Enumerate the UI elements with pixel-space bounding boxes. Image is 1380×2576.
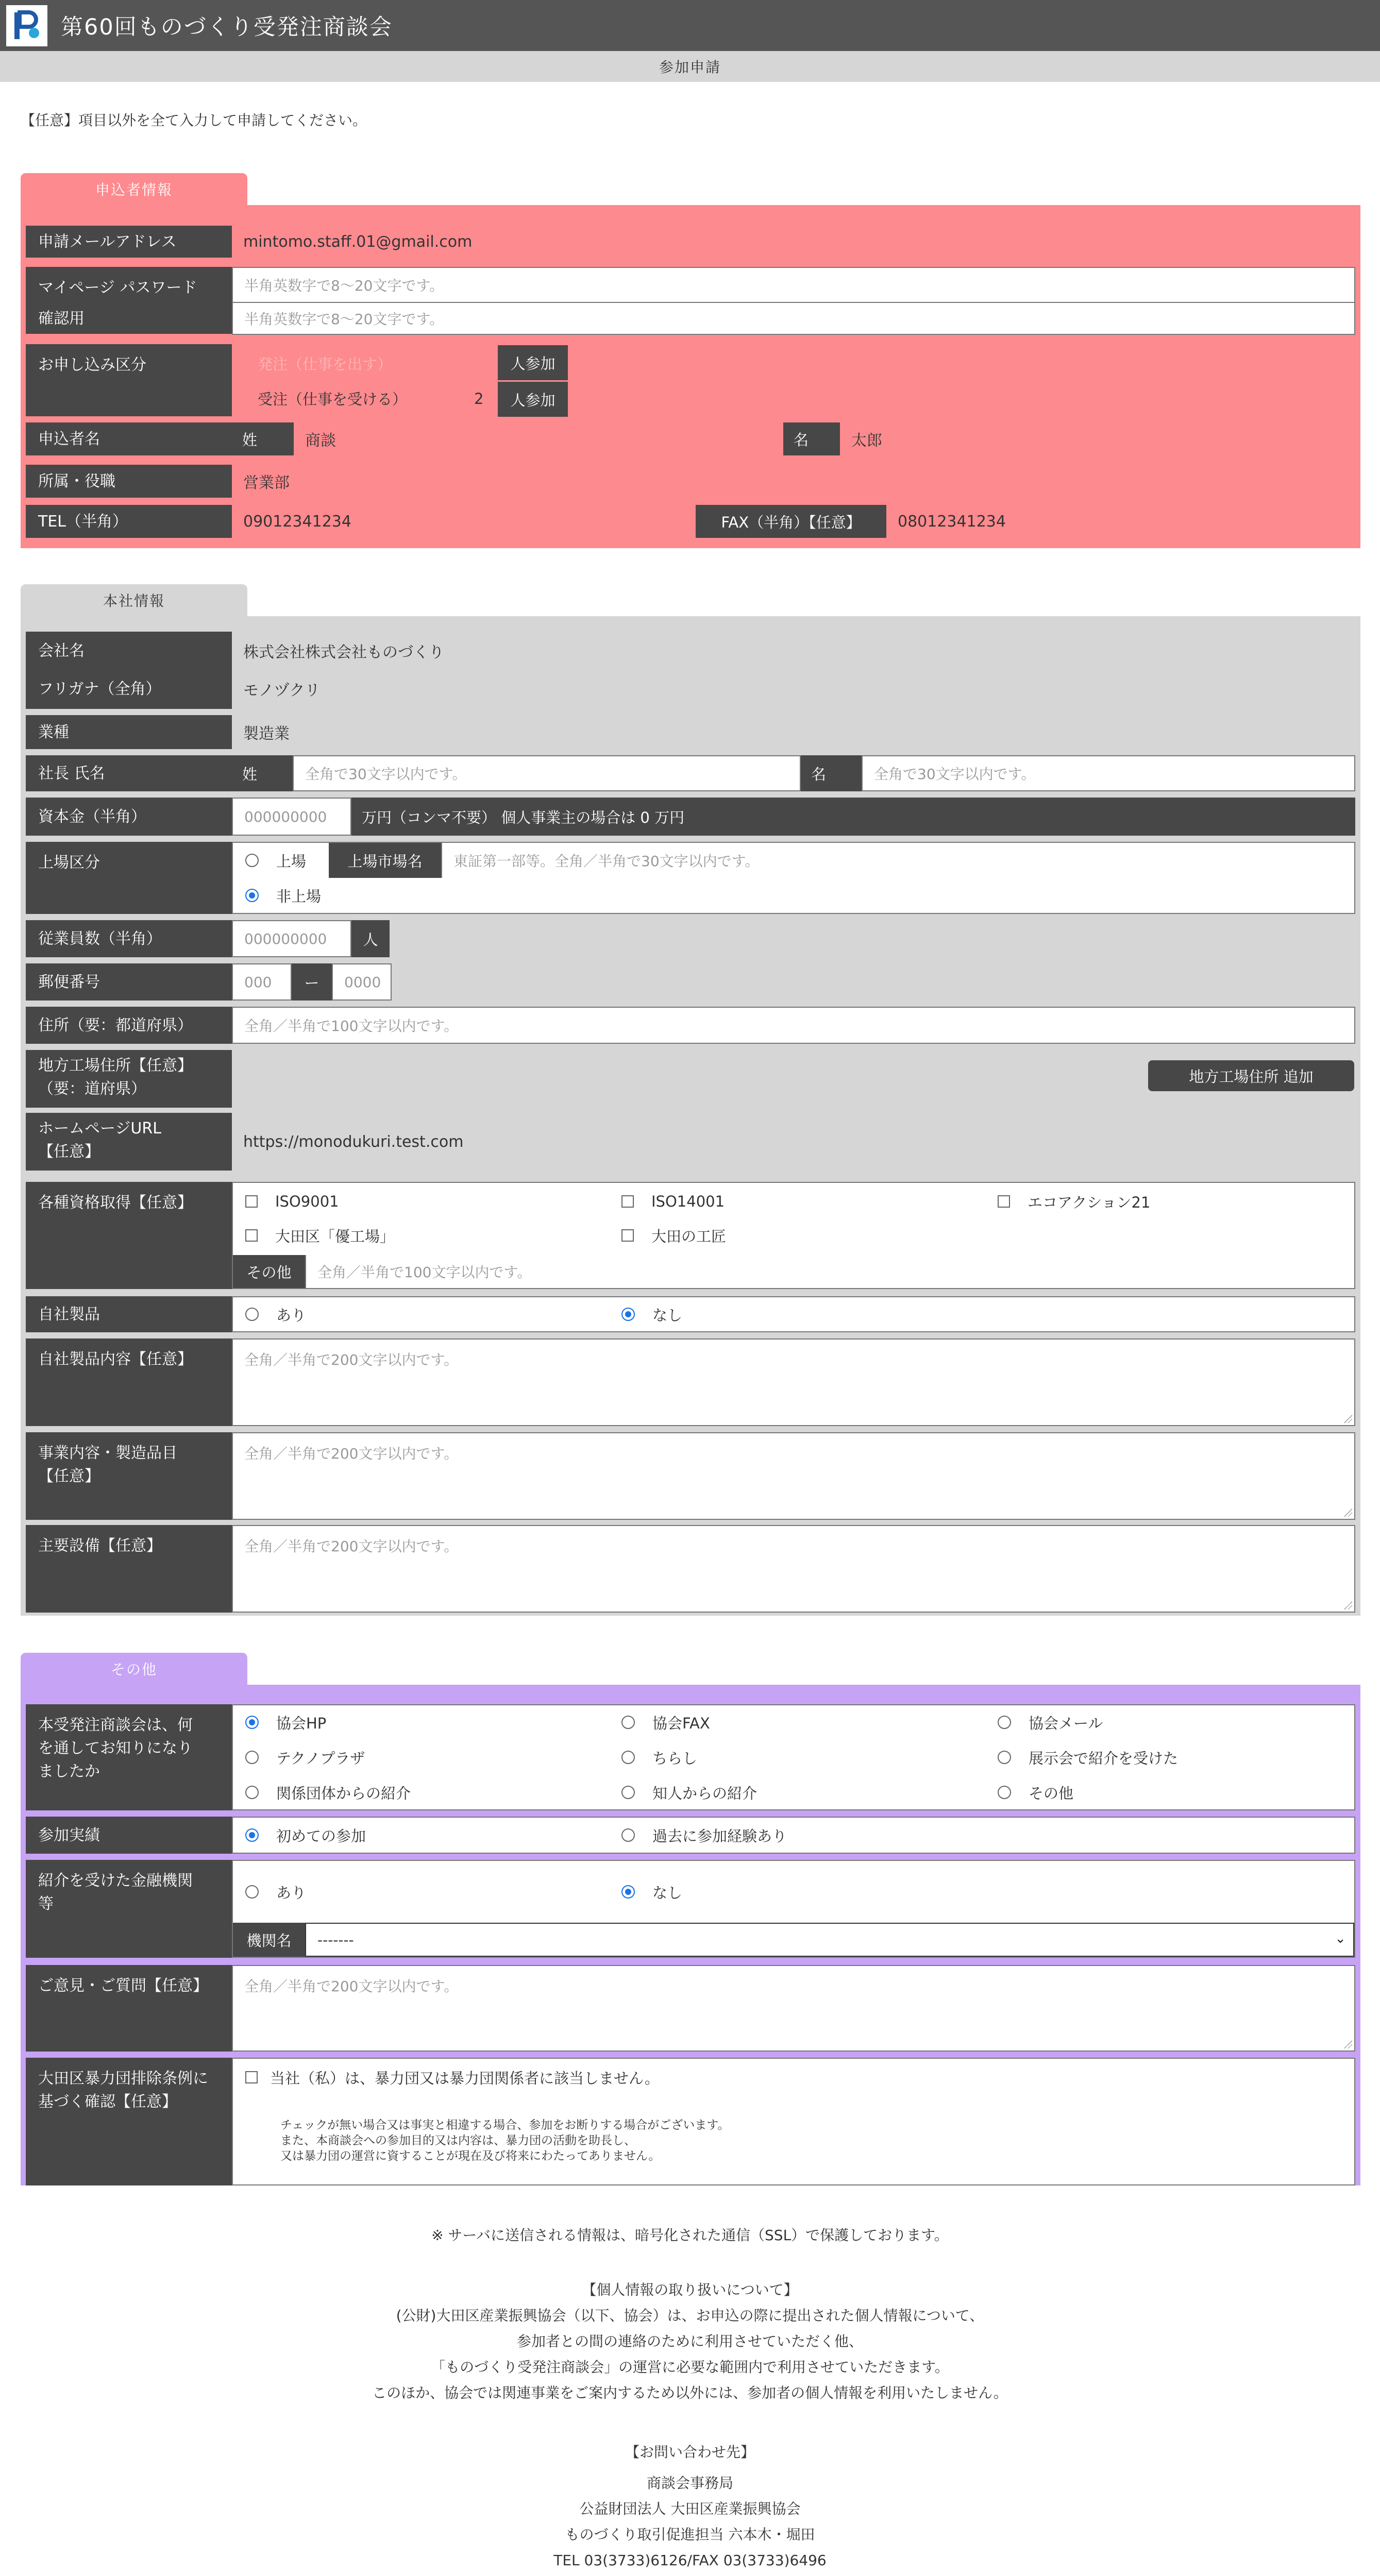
factory-label: 地方工場住所【任意】（要：道府県） xyxy=(26,1050,232,1108)
source-org-label: 関係団体からの紹介 xyxy=(276,1784,411,1802)
company-body xyxy=(21,616,1360,1616)
form-notice: 【任意】項目以外を全て入力して申請してください。 xyxy=(21,112,367,129)
checkbox-icon xyxy=(245,2071,258,2083)
market-label: 上場市場名 xyxy=(329,843,441,878)
resize-grip-icon[interactable] xyxy=(1344,2040,1352,2048)
fax-label: FAX（半角）【任意】 xyxy=(696,505,886,538)
source-techno-label: テクノプラザ xyxy=(276,1749,365,1767)
source-friend[interactable] xyxy=(621,1776,757,1808)
product-detail-label: 自社製品内容【任意】 xyxy=(26,1338,232,1426)
radio-icon xyxy=(998,1716,1011,1729)
source-exhibition-label: 展示会で紹介を受けた xyxy=(1029,1749,1179,1767)
radio-checked-icon xyxy=(245,889,259,902)
tel-value[interactable]: 09012341234 xyxy=(243,512,351,531)
source-flyer[interactable] xyxy=(621,1741,697,1773)
product-detail-textarea[interactable]: 全角／半角で200文字以内です。 xyxy=(232,1338,1355,1426)
contact-line-1: 商談会事務局 xyxy=(646,2475,733,2492)
cert-excellent-factory[interactable] xyxy=(245,1220,395,1251)
ceo-label: 社長 氏名 xyxy=(26,755,232,791)
company-section xyxy=(21,584,1360,1616)
radio-checked-icon xyxy=(621,1308,635,1321)
privacy-line-3: 「ものづくり受発注商談会」の運営に必要な範囲内で利用させていただきます。 xyxy=(431,2359,949,2376)
category-receive-unit: 人参加 xyxy=(498,382,568,417)
radio-icon xyxy=(245,1751,259,1764)
product-box xyxy=(232,1296,1355,1332)
history-box xyxy=(232,1817,1355,1854)
first-name-value[interactable]: 太郎 xyxy=(851,432,882,450)
source-exhibition[interactable] xyxy=(998,1741,1178,1773)
cert-label: 各種資格取得【任意】 xyxy=(26,1182,232,1289)
logo[interactable] xyxy=(6,5,47,46)
bank-select[interactable] xyxy=(305,1923,1354,1957)
antigang-label: 大田区暴力団排除条例に基づく確認【任意】 xyxy=(26,2058,232,2185)
bank-no-label: なし xyxy=(652,1884,683,1902)
product-no-label: なし xyxy=(652,1306,683,1324)
password-label: マイページ パスワード xyxy=(26,267,232,308)
industry-label: 業種 xyxy=(26,715,232,749)
privacy-line-2: 参加者との間の連絡のために利用させていただく他、 xyxy=(516,2333,863,2350)
resize-grip-icon[interactable] xyxy=(1344,1601,1352,1609)
fax-value[interactable]: 08012341234 xyxy=(898,512,1006,531)
kana-label: フリガナ（全角） xyxy=(38,680,161,698)
checkbox-icon xyxy=(245,1195,258,1208)
checkbox-icon xyxy=(621,1229,634,1242)
radio-icon xyxy=(245,1786,259,1799)
privacy-line-1: (公財)大田区産業振興協会（以下、協会）は、お申込の際に提出された個人情報について、 xyxy=(396,2307,984,2324)
zip-label: 郵便番号 xyxy=(26,963,232,1001)
source-techno[interactable] xyxy=(245,1741,365,1773)
cert-iso9001[interactable] xyxy=(245,1186,339,1217)
password-input[interactable]: 半角英数字で8〜20文字です。 xyxy=(232,267,1355,303)
category-receive-count[interactable]: 2 xyxy=(474,389,484,408)
contact-line-2: 公益財団法人 大田区産業振興協会 xyxy=(579,2500,801,2517)
homepage-value[interactable]: https://monodukuri.test.com xyxy=(243,1132,464,1151)
tab-applicant: 申込者情報 xyxy=(21,173,247,205)
bank-no-radio[interactable] xyxy=(621,1876,682,1907)
zip-dash: ー xyxy=(292,963,332,1001)
antigang-notes xyxy=(280,2117,729,2164)
bank-label: 紹介を受けた金融機関等 xyxy=(26,1860,232,1958)
category-label: お申し込み区分 xyxy=(26,344,232,416)
company-name-label: 会社名 xyxy=(38,641,85,660)
bank-select-value: ------- xyxy=(317,1931,354,1948)
ssl-notice: ※ サーバに送信される情報は、暗号化された通信（SSL）で保護しております。 xyxy=(431,2227,949,2244)
radio-icon xyxy=(245,1308,259,1321)
contact-line-5 xyxy=(0,2573,1380,2576)
unlisted-label: 非上場 xyxy=(276,887,322,905)
product-yes-radio[interactable] xyxy=(245,1299,306,1330)
business-label: 事業内容・製造品目【任意】 xyxy=(26,1432,232,1520)
listed-radio[interactable] xyxy=(245,845,306,876)
source-label: 本受発注商談会は、何を通してお知りになりましたか xyxy=(26,1704,232,1810)
source-other-label: その他 xyxy=(1029,1784,1074,1802)
history-past-label: 過去に参加経験あり xyxy=(652,1827,787,1845)
source-fax[interactable] xyxy=(621,1706,710,1738)
privacy-line-4: このほか、協会では関連事業をご案内するため以外には、参加者の個人情報を利用いたしません。 xyxy=(372,2384,1008,2401)
checkbox-icon xyxy=(998,1195,1010,1208)
history-label: 参加実績 xyxy=(26,1817,232,1854)
tab-company: 本社情報 xyxy=(21,584,247,616)
product-no-radio[interactable] xyxy=(621,1299,682,1330)
last-name-label: 姓 xyxy=(232,422,294,455)
zip1-input[interactable]: 000 xyxy=(232,963,292,1001)
dept-value[interactable]: 営業部 xyxy=(243,474,290,492)
product-yes-label: あり xyxy=(276,1306,307,1324)
antigang-check-label: 当社（私）は、暴力団又は暴力団関係者に該当しません。 xyxy=(270,2069,660,2087)
equipment-textarea[interactable]: 全角／半角で200文字以内です。 xyxy=(232,1525,1355,1613)
cert-eco21-label: エコアクション21 xyxy=(1028,1193,1151,1211)
kana-value[interactable]: モノヅクリ xyxy=(243,682,321,700)
opinion-label: ご意見・ご質問【任意】 xyxy=(26,1965,232,2052)
radio-checked-icon xyxy=(245,1828,259,1842)
employees-unit: 人 xyxy=(351,920,390,957)
product-label: 自社製品 xyxy=(26,1296,232,1332)
antigang-note-1: チェックが無い場合又は事実と相違する場合、参加をお断りする場合がございます。 xyxy=(280,2119,730,2132)
applicant-section xyxy=(21,173,1360,548)
cert-excellent-factory-label: 大田区「優工場」 xyxy=(275,1227,395,1245)
cert-iso14001[interactable] xyxy=(621,1186,725,1217)
resize-grip-icon[interactable] xyxy=(1344,1415,1352,1423)
employees-input[interactable]: 000000000 xyxy=(232,920,351,957)
source-flyer-label: ちらし xyxy=(652,1749,698,1767)
capital-note: 万円（コンマ不要） 個人事業主の場合は 0 万円 xyxy=(351,798,1355,836)
contact-line-3: ものづくり取引促進担当 六本木・堀田 xyxy=(565,2526,815,2543)
bank-yes-radio[interactable] xyxy=(245,1876,306,1907)
source-hp[interactable] xyxy=(245,1706,326,1738)
confirm-label: 確認用 xyxy=(26,303,232,334)
unlisted-radio[interactable] xyxy=(245,880,321,911)
antigang-note-2: また、本商談会への参加目的又は内容は、暴力団の活動を助長し、 xyxy=(280,2134,636,2147)
company-name-value[interactable]: 株式会社株式会社ものづくり xyxy=(243,643,444,662)
market-input[interactable]: 東証第一部等。全角／半角で30文字以内です。 xyxy=(441,843,1354,878)
ceo-first-input[interactable]: 全角で30文字以内です。 xyxy=(862,755,1355,791)
business-textarea[interactable]: 全角／半角で200文字以内です。 xyxy=(232,1432,1355,1520)
history-first-label: 初めての参加 xyxy=(276,1827,366,1845)
cert-iso14001-label: ISO14001 xyxy=(651,1193,725,1210)
contact-line-4: TEL 03(3733)6126/FAX 03(3733)6496 xyxy=(553,2552,827,2569)
cert-eco21[interactable] xyxy=(998,1186,1150,1217)
radio-icon xyxy=(621,1786,635,1799)
contact-title: 【お問い合わせ先】 xyxy=(625,2444,755,2461)
source-other[interactable] xyxy=(998,1776,1073,1808)
employees-label: 従業員数（半角） xyxy=(26,920,232,957)
radio-checked-icon xyxy=(621,1885,635,1899)
first-name-label: 名 xyxy=(783,422,840,455)
category-order-unit: 人参加 xyxy=(498,345,568,380)
industry-value[interactable]: 製造業 xyxy=(243,725,290,743)
radio-icon xyxy=(245,1885,259,1899)
privacy-title: 【個人情報の取り扱いについて】 xyxy=(582,2281,798,2298)
ceo-last-label: 姓 xyxy=(232,755,293,791)
listed-label: 上場 xyxy=(276,852,307,870)
ceo-first-label: 名 xyxy=(801,755,862,791)
source-mail[interactable] xyxy=(998,1706,1103,1738)
logo-icon xyxy=(10,9,43,42)
cert-other-input[interactable]: 全角／半角で100文字以内です。 xyxy=(305,1255,1354,1288)
zip2-input[interactable]: 0000 xyxy=(332,963,392,1001)
other-body xyxy=(21,1685,1360,2185)
history-past-radio[interactable] xyxy=(621,1820,787,1851)
radio-icon xyxy=(621,1716,635,1729)
address-input[interactable]: 全角／半角で100文字以内です。 xyxy=(232,1007,1355,1044)
page-title: 第60回ものづくり受発注商談会 xyxy=(61,14,393,40)
source-mail-label: 協会メール xyxy=(1029,1714,1103,1732)
app-header xyxy=(0,0,1380,51)
chevron-down-icon: ⌄ xyxy=(1335,1931,1346,1946)
cert-ota-master[interactable] xyxy=(621,1220,726,1251)
resize-grip-icon[interactable] xyxy=(1344,1509,1352,1517)
source-org[interactable] xyxy=(245,1776,411,1808)
other-section xyxy=(21,1653,1360,2185)
radio-icon xyxy=(998,1751,1011,1764)
opinion-textarea[interactable]: 全角／半角で200文字以内です。 xyxy=(232,1965,1355,2052)
listing-label: 上場区分 xyxy=(26,842,232,914)
radio-icon xyxy=(998,1786,1011,1799)
tab-other: その他 xyxy=(21,1653,247,1685)
add-factory-button[interactable]: 地方工場住所 追加 xyxy=(1148,1060,1354,1091)
source-friend-label: 知人からの紹介 xyxy=(652,1784,758,1802)
history-first-radio[interactable] xyxy=(245,1820,366,1851)
bank-name-label: 機関名 xyxy=(233,1923,305,1957)
source-fax-label: 協会FAX xyxy=(652,1714,710,1732)
last-name-value[interactable]: 商談 xyxy=(305,432,336,450)
radio-icon xyxy=(621,1751,635,1764)
radio-icon xyxy=(621,1828,635,1842)
cert-other-label: その他 xyxy=(233,1255,305,1288)
ceo-last-input[interactable]: 全角で30文字以内です。 xyxy=(293,755,801,791)
capital-input[interactable]: 000000000 xyxy=(232,798,351,836)
homepage-label: ホームページURL【任意】 xyxy=(26,1113,232,1171)
radio-checked-icon xyxy=(245,1716,259,1729)
antigang-checkbox[interactable] xyxy=(245,2063,660,2092)
equipment-label: 主要設備【任意】 xyxy=(26,1525,232,1613)
cert-iso9001-label: ISO9001 xyxy=(275,1193,339,1210)
dept-label: 所属・役職 xyxy=(26,465,232,498)
page-subtitle: 参加申請 xyxy=(0,51,1380,82)
tel-label: TEL（半角） xyxy=(26,505,232,538)
confirm-input[interactable]: 半角英数字で8〜20文字です。 xyxy=(232,302,1355,335)
cert-ota-master-label: 大田の工匠 xyxy=(651,1227,727,1245)
applicant-body xyxy=(21,205,1360,548)
category-receive-label: 受注（仕事を受ける） xyxy=(258,391,408,408)
applicant-name-label: 申込者名 xyxy=(26,422,232,455)
checkbox-icon xyxy=(621,1195,634,1208)
address-label: 住所（要：都道府県） xyxy=(26,1007,232,1044)
bank-yes-label: あり xyxy=(276,1884,307,1902)
checkbox-icon xyxy=(245,1229,258,1242)
email-value: mintomo.staff.01@gmail.com xyxy=(243,232,473,251)
capital-label: 資本金（半角） xyxy=(26,798,232,836)
category-order-label: 発注（仕事を出す） xyxy=(258,355,393,373)
email-label: 申請メールアドレス xyxy=(26,226,232,258)
radio-icon xyxy=(245,854,259,867)
source-hp-label: 協会HP xyxy=(276,1714,327,1732)
antigang-note-3: 又は暴力団の運営に資することが現在及び将来にわたってありません。 xyxy=(280,2149,661,2163)
